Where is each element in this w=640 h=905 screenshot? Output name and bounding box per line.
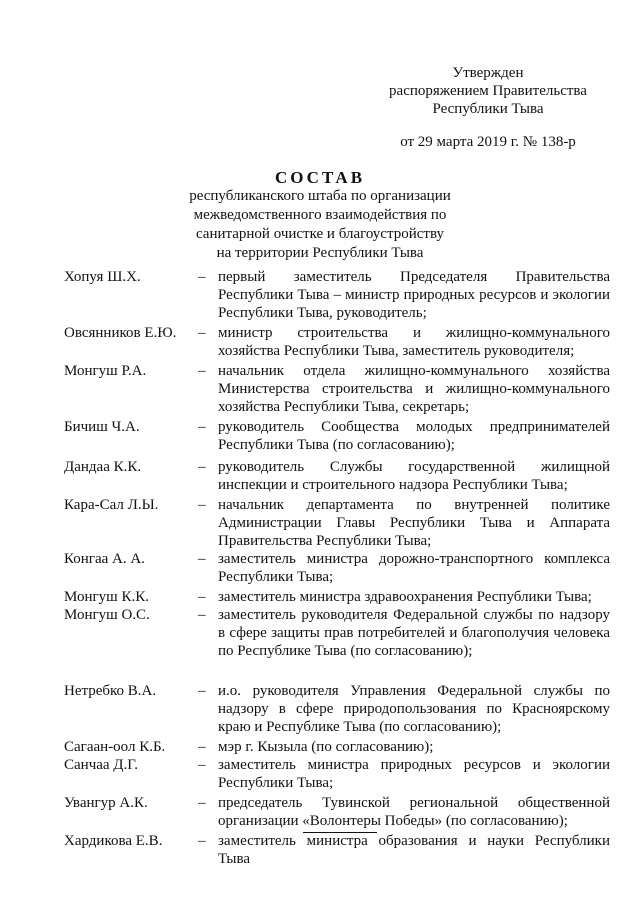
members-list (64, 268, 610, 870)
member-dash: – (198, 833, 206, 849)
member-dash: – (198, 459, 206, 475)
member-dash: – (198, 607, 206, 623)
approval-line-1: Утвержден (452, 65, 524, 81)
member-role: начальник департамента по внутренней политике Администрации Главы Республики Тыва и Аппарата Правительства Республики Тыва; (218, 497, 610, 549)
member-role: руководитель Службы государственной жилищной инспекции и строительного надзора Республики Тыва; (218, 459, 610, 493)
approval-block (378, 64, 598, 151)
member-name: Увангур А.К. (64, 795, 148, 811)
member-role: руководитель Сообщества молодых предпринимателей Республики Тыва (по согласованию); (218, 419, 610, 453)
member-row (64, 738, 610, 756)
document-subtitle (170, 187, 470, 263)
member-name: Дандаа К.К. (64, 459, 142, 475)
member-name: Хопуя Ш.Х. (64, 269, 141, 285)
member-row (64, 682, 610, 738)
subtitle-line-3: санитарной очистке и благоустройству (195, 226, 445, 242)
member-row (64, 268, 610, 324)
member-row (64, 496, 610, 550)
member-role: заместитель министра образования и науки Республики Тыва (218, 833, 610, 867)
member-role: первый заместитель Председателя Правительства Республики Тыва – министр природных ресурсов и экологии Республики Тыва, руководитель; (218, 269, 610, 321)
member-name: Сагаан-оол К.Б. (64, 739, 166, 755)
member-name: Санчаа Д.Г. (64, 757, 139, 773)
approval-date: от 29 марта 2019 г. № 138-р (400, 134, 576, 150)
member-row (64, 756, 610, 794)
member-name: Кара-Сал Л.Ы. (64, 497, 159, 513)
member-dash: – (198, 497, 206, 513)
member-row (64, 418, 610, 458)
document-title: СОСТАВ (274, 168, 366, 187)
member-row (64, 362, 610, 418)
member-dash: – (198, 795, 206, 811)
member-role: мэр г. Кызыла (по согласованию); (218, 739, 434, 755)
member-dash: – (198, 419, 206, 435)
member-name: Монгуш О.С. (64, 607, 150, 623)
subtitle-line-4: на территории Республики Тыва (216, 245, 424, 261)
member-name: Хардикова Е.В. (64, 833, 163, 849)
member-role: председатель Тувинской региональной общественной организации «Волонтеры Победы» (по согласованию); (218, 795, 610, 829)
member-dash: – (198, 683, 206, 699)
member-role: министр строительства и жилищно-коммунального хозяйства Республики Тыва, заместитель руководителя; (218, 325, 610, 359)
member-name: Нетребко В.А. (64, 683, 157, 699)
member-role: заместитель министра дорожно-транспортного комплекса Республики Тыва; (218, 551, 610, 585)
subtitle-line-2: межведомственного взаимодействия по (193, 207, 447, 223)
member-role: и.о. руководителя Управления Федеральной службы по надзору в сфере природопользования по Красноярскому краю и Республике Тыва (по согласованию); (218, 683, 610, 735)
member-dash: – (198, 363, 206, 379)
member-role: заместитель министра природных ресурсов и экологии Республики Тыва; (218, 757, 610, 791)
member-row (64, 588, 610, 606)
member-name: Овсянников Е.Ю. (64, 325, 177, 341)
member-dash: – (198, 551, 206, 567)
member-row (64, 832, 610, 870)
member-role: заместитель министра здравоохранения Республики Тыва; (218, 589, 592, 605)
member-dash: – (198, 739, 206, 755)
member-row (64, 324, 610, 362)
subtitle-line-1: республиканского штаба по организации (189, 188, 451, 204)
member-name: Монгуш К.К. (64, 589, 149, 605)
member-dash: – (198, 269, 206, 285)
approval-line-2: распоряжением Правительства (389, 83, 587, 99)
member-row (64, 606, 610, 682)
member-name: Бичиш Ч.А. (64, 419, 140, 435)
member-name: Конгаа А. А. (64, 551, 145, 567)
member-row (64, 458, 610, 496)
member-name: Монгуш Р.А. (64, 363, 147, 379)
member-role: заместитель руководителя Федеральной службы по надзору в сфере защиты прав потребителей и благополучия человека по Республике Тыва (по согласованию); (218, 607, 610, 659)
member-dash: – (198, 325, 206, 341)
member-dash: – (198, 757, 206, 773)
approval-line-3: Республики Тыва (432, 101, 544, 117)
member-row (64, 550, 610, 588)
member-role: начальник отдела жилищно-коммунального хозяйства Министерства строительства и жилищно-коммунального хозяйства Республики Тыва, секретарь; (218, 363, 610, 415)
member-dash: – (198, 589, 206, 605)
member-row (64, 794, 610, 832)
closing-divider (303, 832, 377, 833)
